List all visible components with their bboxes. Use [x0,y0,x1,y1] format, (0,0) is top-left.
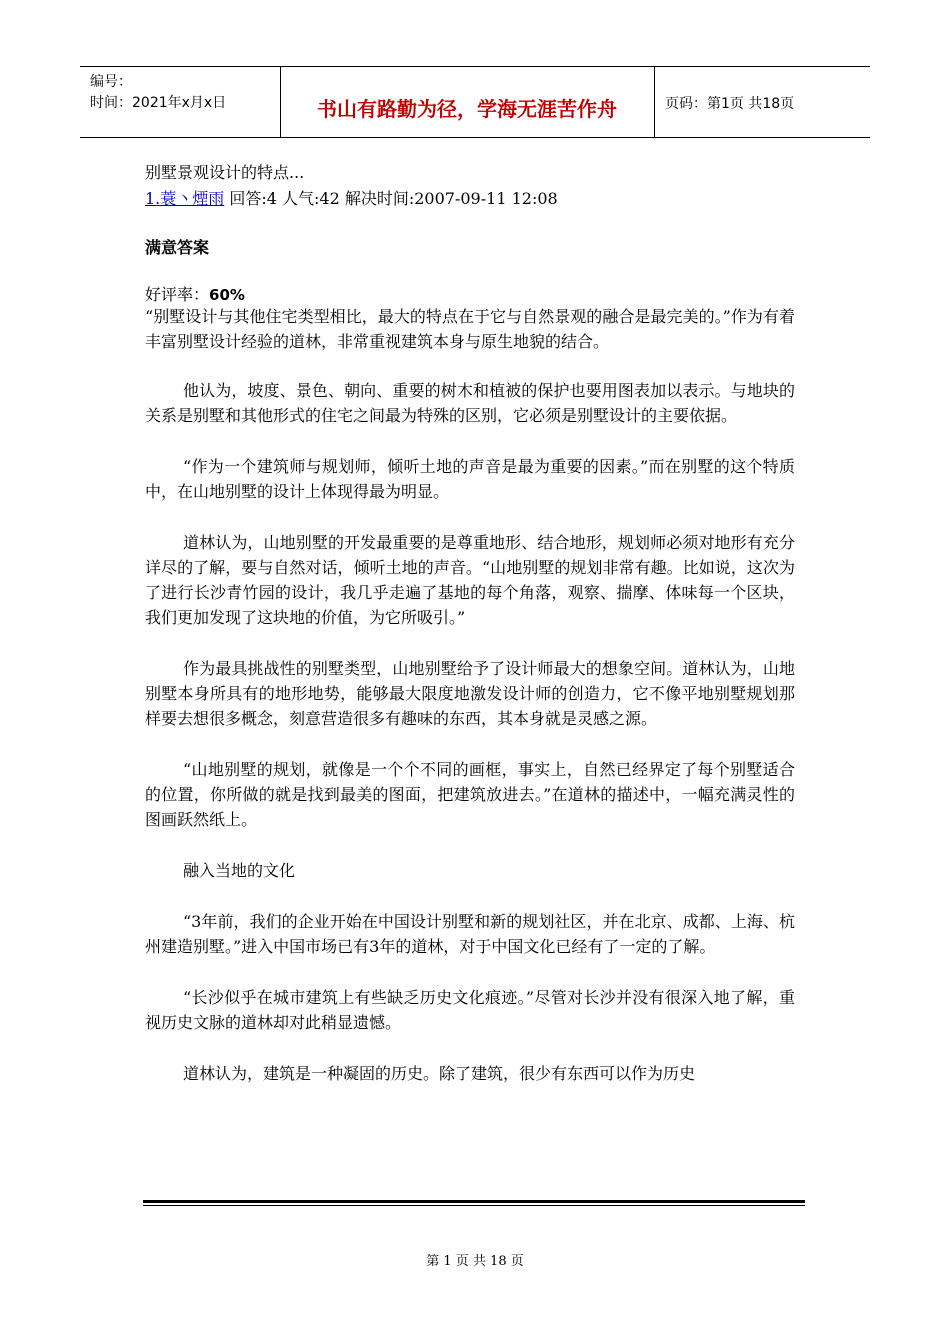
footer-thick-rule [143,1200,805,1203]
rating-label: 好评率： [145,285,210,304]
page-footer: 第 1 页 共 18 页 [426,1254,524,1269]
question-stats: 回答:4 人气:42 解决时间:2007-09-11 12:08 [224,189,558,208]
header-right-cell [655,67,870,137]
answer-paragraph: “长沙似乎在城市建筑上有些缺乏历史文化痕迹。”尽管对长沙并没有很深入地了解，重视历史文脉的道林却对此稍显遗憾。 [145,988,795,1032]
answer-paragraph: 道林认为，山地别墅的开发最重要的是尊重地形、结合地形，规划师必须对地形有充分详尽的了解，要与自然对话，倾听土地的声音。“山地别墅的规划非常有趣。比如说，这次为了进行长沙青竹园的设计，我几乎走遍了基地的每个角落，观察、揣摩、体味每一个区块，我们更加发现了这块地的价值，为它所吸引。” [145,533,795,627]
answer-body [145,304,795,1112]
page-header [80,66,870,138]
answer-paragraph: 他认为，坡度、景色、朝向、重要的树木和植被的保护也要用图表加以表示。与地块的关系是别墅和其他形式的住宅之间最为特殊的区别，它必须是别墅设计的主要依据。 [145,381,795,425]
answerer-user-link[interactable]: 1.蓑丶煙雨 [145,189,225,208]
answer-paragraph: 作为最具挑战性的别墅类型，山地别墅给予了设计师最大的想象空间。道林认为，山地别墅本身所具有的地形地势，能够最大限度地激发设计师的创造力，它不像平地别墅规划那样要去想很多概念，刻意营造很多有趣味的东西，其本身就是灵感之源。 [145,659,795,728]
document-time-label: 时间：2021年x月x日 [90,95,227,111]
answer-paragraph: “山地别墅的规划，就像是一个个不同的画框，事实上，自然已经界定了每个别墅适合的位置，你所做的就是找到最美的图面，把建筑放进去。”在道林的描述中，一幅充满灵性的图画跃然纸上。 [145,760,795,829]
footer-thin-rule [143,1205,805,1206]
header-motto-cell [280,67,655,137]
answer-paragraph: 道林认为，建筑是一种凝固的历史。除了建筑，很少有东西可以作为历史 [183,1064,696,1083]
rating-line [145,282,245,305]
section-subheading: 融入当地的文化 [183,861,296,880]
header-left-cell [80,67,281,137]
answer-paragraph: “3年前，我们的企业开始在中国设计别墅和新的规划社区，并在北京、成都、上海、杭州建造别墅。”进入中国市场已有3年的道林，对于中国文化已经有了一定的了解。 [145,912,795,956]
header-motto: 书山有路勤为径，学海无涯苦作舟 [317,97,617,121]
rating-value: 60% [209,286,245,304]
best-answer-heading: 满意答案 [145,238,210,257]
question-title: 别墅景观设计的特点... [145,163,305,182]
header-page-info: 页码：第1页 共18页 [665,96,795,112]
answer-paragraph: “作为一个建筑师与规划师，倾听土地的声音是最为重要的因素。”而在别墅的这个特质中，在山地别墅的设计上体现得最为明显。 [145,457,795,501]
document-number-label: 编号： [90,74,132,90]
answer-paragraph: “别墅设计与其他住宅类型相比，最大的特点在于它与自然景观的融合是最完美的。”作为有着丰富别墅设计经验的道林，非常重视建筑本身与原生地貌的结合。 [145,307,795,351]
question-meta [145,186,558,209]
